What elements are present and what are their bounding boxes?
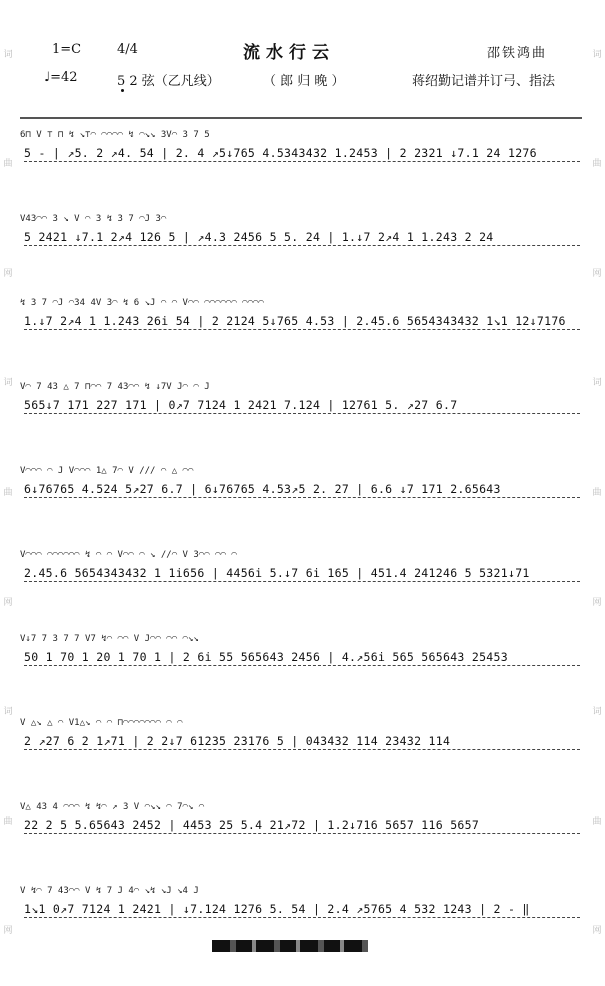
score-row-10	[20, 886, 582, 920]
watermark-char: 网	[592, 597, 602, 608]
beat-underline	[24, 665, 580, 666]
bowing-marks: V↓7 7 3 7 7 V7 ↯◠ ◠◠ V J◠◠ ◠◠ ◠↘↘	[20, 634, 199, 644]
watermark-char: 曲	[3, 159, 13, 170]
jianpu-notes: 22 2 5 5.65643 2452 | 4453 25 5.4 21↗72 | 1.2↓716 5657 116 5657	[24, 818, 480, 832]
performer: （ 郎 归 晚 ）	[263, 74, 345, 89]
watermark-char: 网	[592, 926, 602, 937]
string-tuning: 5 2 弦（乙凡线）	[117, 74, 220, 89]
bowing-marks: V△ 43 4 ◠◠◠ ↯ ↯◠ ↗ 3 V ◠↘↘ ◠ 7◠↘ ◠	[20, 802, 205, 812]
tempo: ♩=42	[44, 70, 78, 85]
bowing-marks: ↯ 3 7 ◠J ◠34 4V 3◠ ↯ 6 ↘J ◠ ◠ V◠◠ ◠◠◠◠◠◠ ◠◠◠◠	[20, 298, 264, 308]
bowing-marks: V◠◠◠ ◠◠◠◠◠◠ ↯ ◠ ◠ V◠◠ ◠ ↘ //◠ V 3◠◠ ◠◠ ◠	[20, 550, 237, 560]
score-row-4	[20, 382, 582, 416]
page-footer-bar	[212, 940, 368, 952]
jianpu-notes: 2 ↗27 6 2 1↗71 | 2 2↓7 61235 23176 5 | 043432 114 23432 114	[24, 734, 451, 748]
page-title: 流水行云	[243, 43, 335, 63]
watermark-char: 词	[3, 49, 13, 60]
score-row-7	[20, 634, 582, 668]
bowing-marks: V◠ 7 43 △ 7 ⊓◠◠ 7 43◠◠ ↯ ↓7V J◠ ◠ J	[20, 382, 210, 392]
watermark-left	[2, 0, 14, 986]
score-row-6	[20, 550, 582, 584]
low-octave-dot	[121, 89, 124, 92]
jianpu-notes: 2.45.6 5654343432 1 1i656 | 4456i 5.↓7 6i 165 | 451.4 241246 5 5321↓71	[24, 566, 530, 580]
key-signature: 1=C	[52, 42, 82, 57]
watermark-char: 词	[592, 378, 602, 389]
beat-underline	[24, 245, 580, 246]
watermark-char: 网	[3, 926, 13, 937]
watermark-char: 网	[592, 268, 602, 279]
watermark-char: 曲	[592, 816, 602, 827]
beat-underline	[24, 413, 580, 414]
beat-underline	[24, 917, 580, 918]
watermark-char: 词	[592, 49, 602, 60]
score-row-2	[20, 214, 582, 248]
jianpu-notes: 6↓76765 4.524 5↗27 6.7 | 6↓76765 4.53↗5 2. 27 | 6.6 ↓7 171 2.65643	[24, 482, 501, 496]
score-row-3	[20, 298, 582, 332]
jianpu-notes: 5 - | ↗5. 2 ↗4. 54 | 2. 4 ↗5↓765 4.5343432 1.2453 | 2 2321 ↓7.1 24 1276	[24, 146, 537, 160]
score-row-8	[20, 718, 582, 752]
bowing-marks: V ↯◠ 7 43◠◠ V ↯ 7 J 4◠ ↘↯ ↘J ↘4 J	[20, 886, 199, 896]
watermark-char: 网	[3, 597, 13, 608]
beat-underline	[24, 161, 580, 162]
time-signature: 4/4	[117, 42, 138, 57]
jianpu-notes: 1.↓7 2↗4 1 1.243 26i 54 | 2 2124 5↓765 4.53 | 2.45.6 5654343432 1↘1 12↓7176	[24, 314, 566, 328]
arranger: 蒋绍勤记谱并订弓、指法	[412, 74, 556, 89]
beat-underline	[24, 329, 580, 330]
watermark-char: 词	[592, 707, 602, 718]
score-row-9	[20, 802, 582, 836]
beat-underline	[24, 497, 580, 498]
watermark-right	[591, 0, 603, 986]
header-divider	[20, 117, 582, 119]
bowing-marks: V43◠◠ 3 ↘ V ◠ 3 ↯ 3 7 ◠J 3◠	[20, 214, 167, 224]
score-row-1	[20, 130, 582, 164]
watermark-char: 词	[3, 707, 13, 718]
jianpu-notes: 50 1 70 1 20 1 70 1 | 2 6i 55 565643 2456 | 4.↗56i 565 565643 25453	[24, 650, 508, 664]
beat-underline	[24, 833, 580, 834]
jianpu-notes: 565↓7 171 227 171 | 0↗7 7124 1 2421 7.124 | 12761 5. ↗27 6.7	[24, 398, 458, 412]
bowing-marks: 6⊓ V ⊤ ⊓ ↯ ↘⊤◠ ◠◠◠◠ ↯ ◠↘↘ 3V◠ 3 7 5	[20, 130, 210, 140]
watermark-char: 曲	[3, 816, 13, 827]
score-row-5	[20, 466, 582, 500]
score-header	[0, 0, 605, 120]
watermark-char: 词	[3, 378, 13, 389]
watermark-char: 曲	[3, 487, 13, 498]
watermark-char: 曲	[592, 159, 602, 170]
beat-underline	[24, 749, 580, 750]
jianpu-notes: 5 2421 ↓7.1 2↗4 126 5 | ↗4.3 2456 5 5. 24 | 1.↓7 2↗4 1 1.243 2 24	[24, 230, 494, 244]
watermark-char: 曲	[592, 487, 602, 498]
beat-underline	[24, 581, 580, 582]
watermark-char: 网	[3, 268, 13, 279]
bowing-marks: V △↘ △ ◠ V1△↘ ◠ ◠ ⊓◠◠◠◠◠◠◠ ◠ ◠	[20, 718, 183, 728]
bowing-marks: V◠◠◠ ◠ J V◠◠◠ 1△ 7◠ V /// ◠ △ ◠◠	[20, 466, 194, 476]
jianpu-notes: 1↘1 0↗7 7124 1 2421 | ↓7.124 1276 5. 54 | 2.4 ↗5765 4 532 1243 | 2 - ‖	[24, 902, 530, 916]
composer: 邵铁鸿曲	[487, 46, 548, 61]
